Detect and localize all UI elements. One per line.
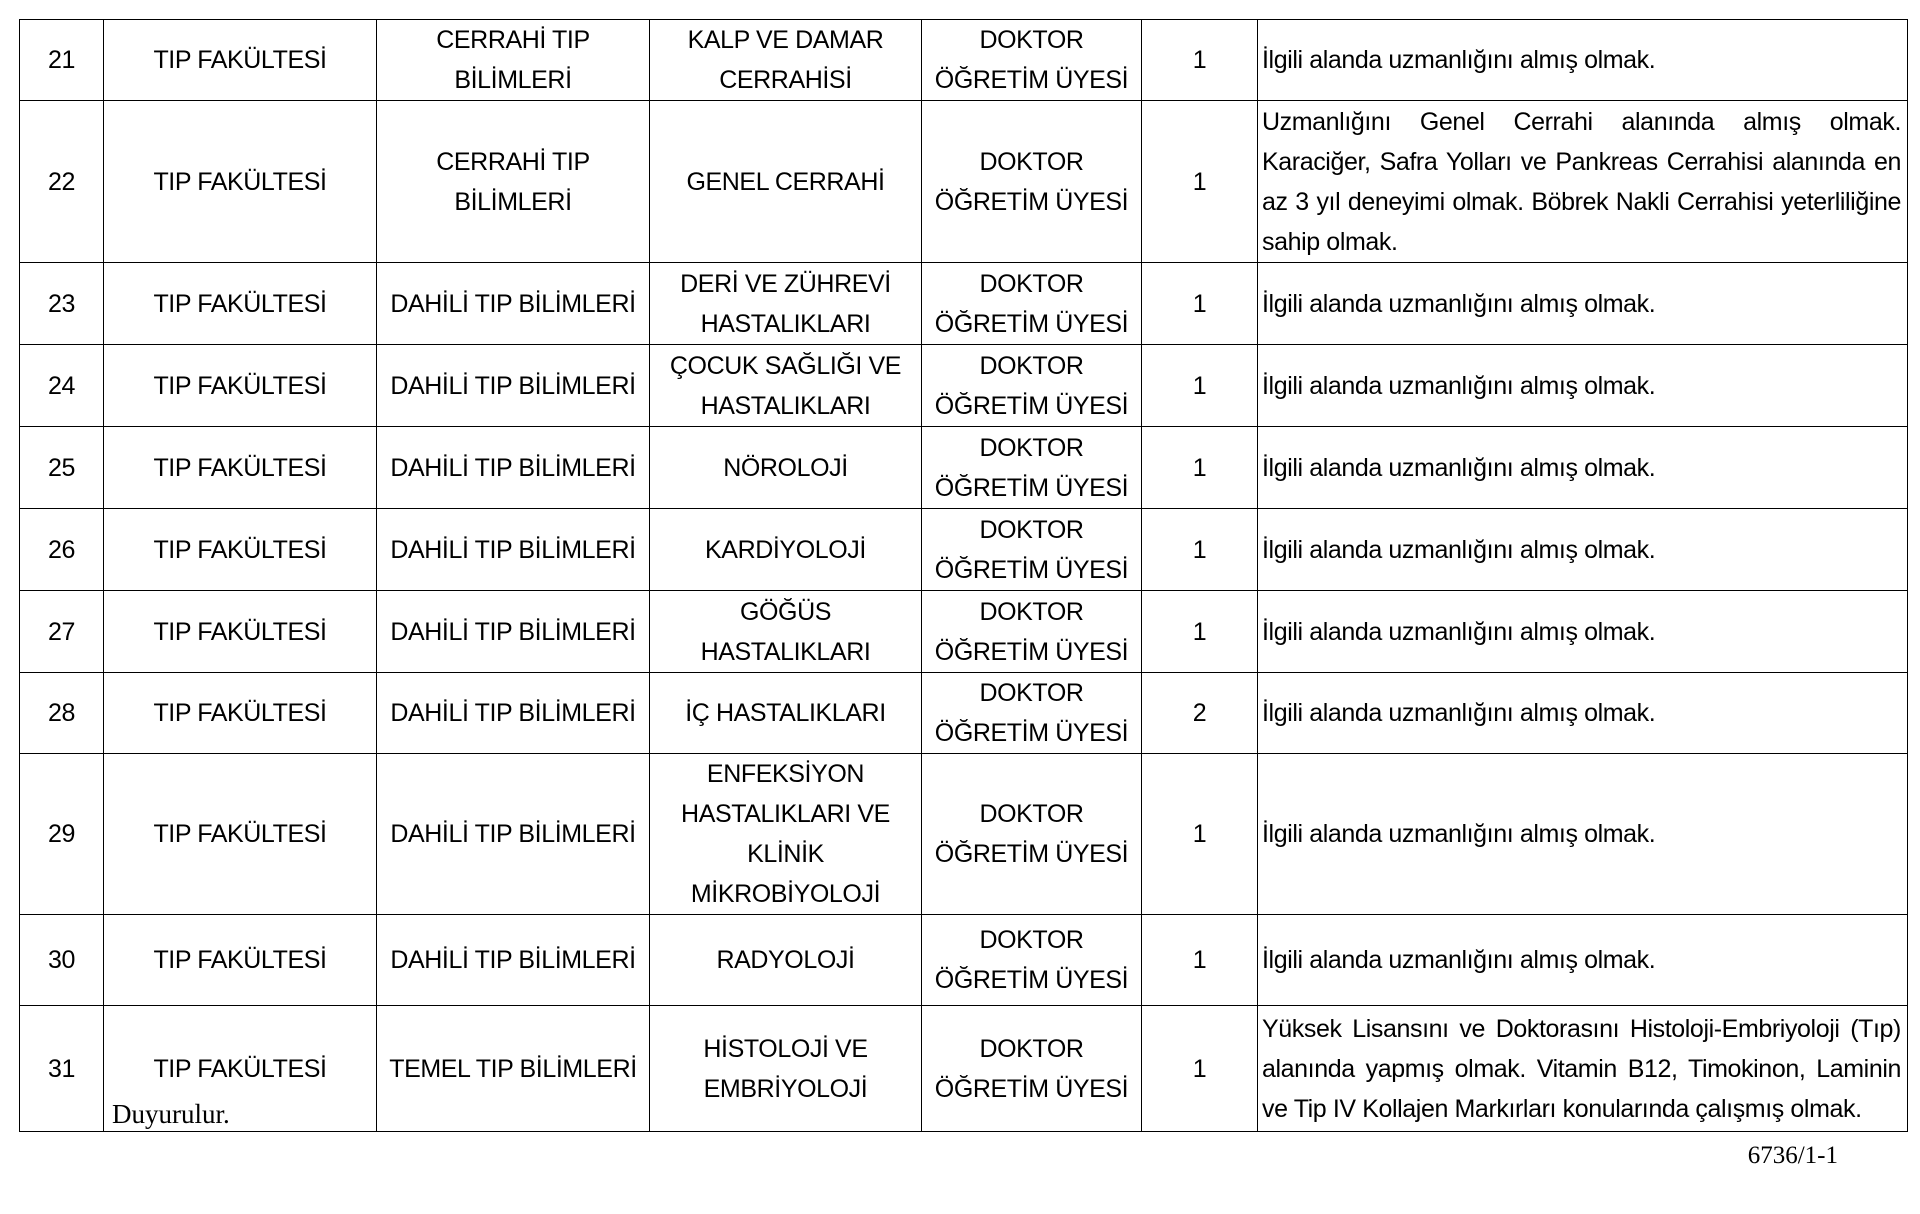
title-cell: DOKTOR ÖĞRETİM ÜYESİ <box>922 101 1142 263</box>
count-cell: 1 <box>1142 345 1258 427</box>
division-cell: DAHİLİ TIP BİLİMLERİ <box>377 673 650 754</box>
count-cell: 1 <box>1142 509 1258 591</box>
faculty-cell: TIP FAKÜLTESİ <box>104 509 377 591</box>
faculty-cell: TIP FAKÜLTESİ <box>104 345 377 427</box>
requirement-cell: İlgili alanda uzmanlığını almış olmak. <box>1258 345 1908 427</box>
row-number: 24 <box>20 345 104 427</box>
table-row <box>20 20 1908 101</box>
faculty-cell: TIP FAKÜLTESİ <box>104 915 377 1006</box>
row-number: 21 <box>20 20 104 101</box>
count-cell: 1 <box>1142 427 1258 509</box>
table-row <box>20 673 1908 754</box>
requirement-cell: İlgili alanda uzmanlığını almış olmak. <box>1258 427 1908 509</box>
faculty-cell: TIP FAKÜLTESİ <box>104 427 377 509</box>
department-cell: GÖĞÜS HASTALIKLARI <box>650 591 922 673</box>
faculty-cell: TIP FAKÜLTESİ <box>104 263 377 345</box>
faculty-cell: TIP FAKÜLTESİ <box>104 673 377 754</box>
division-cell: DAHİLİ TIP BİLİMLERİ <box>377 915 650 1006</box>
department-cell: HİSTOLOJİ VE EMBRİYOLOJİ <box>650 1006 922 1132</box>
row-number: 31 <box>20 1006 104 1132</box>
faculty-cell: TIP FAKÜLTESİ <box>104 1006 377 1132</box>
row-number: 27 <box>20 591 104 673</box>
table-row <box>20 345 1908 427</box>
requirement-cell: İlgili alanda uzmanlığını almış olmak. <box>1258 673 1908 754</box>
requirement-cell: İlgili alanda uzmanlığını almış olmak. <box>1258 754 1908 915</box>
faculty-cell: TIP FAKÜLTESİ <box>104 20 377 101</box>
document-code: 6736/1-1 <box>1747 1142 1838 1169</box>
department-cell: KARDİYOLOJİ <box>650 509 922 591</box>
title-cell: DOKTOR ÖĞRETİM ÜYESİ <box>922 754 1142 915</box>
department-cell: RADYOLOJİ <box>650 915 922 1006</box>
table-row <box>20 754 1908 915</box>
row-number: 22 <box>20 101 104 263</box>
department-cell: GENEL CERRAHİ <box>650 101 922 263</box>
division-cell: DAHİLİ TIP BİLİMLERİ <box>377 509 650 591</box>
count-cell: 1 <box>1142 591 1258 673</box>
title-cell: DOKTOR ÖĞRETİM ÜYESİ <box>922 673 1142 754</box>
title-cell: DOKTOR ÖĞRETİM ÜYESİ <box>922 509 1142 591</box>
faculty-cell: TIP FAKÜLTESİ <box>104 591 377 673</box>
title-cell: DOKTOR ÖĞRETİM ÜYESİ <box>922 263 1142 345</box>
title-cell: DOKTOR ÖĞRETİM ÜYESİ <box>922 1006 1142 1132</box>
row-number: 26 <box>20 509 104 591</box>
department-cell: İÇ HASTALIKLARI <box>650 673 922 754</box>
faculty-cell: TIP FAKÜLTESİ <box>104 101 377 263</box>
count-cell: 1 <box>1142 754 1258 915</box>
count-cell: 1 <box>1142 20 1258 101</box>
department-cell: NÖROLOJİ <box>650 427 922 509</box>
requirement-cell: Uzmanlığını Genel Cerrahi alanında almış olmak. Karaciğer, Safra Yolları ve Pankreas Cerrahisi alanında en az 3 yıl deneyimi olmak. Böbrek Nakli Cerrahisi yeterliliğine sahip olmak. <box>1258 101 1908 263</box>
positions-table <box>19 19 1908 1132</box>
row-number: 30 <box>20 915 104 1006</box>
table-row <box>20 915 1908 1006</box>
table-row <box>20 101 1908 263</box>
requirement-cell: İlgili alanda uzmanlığını almış olmak. <box>1258 915 1908 1006</box>
department-cell: KALP VE DAMAR CERRAHİSİ <box>650 20 922 101</box>
department-cell: ÇOCUK SAĞLIĞI VE HASTALIKLARI <box>650 345 922 427</box>
division-cell: DAHİLİ TIP BİLİMLERİ <box>377 263 650 345</box>
table-row <box>20 509 1908 591</box>
division-cell: CERRAHİ TIP BİLİMLERİ <box>377 20 650 101</box>
division-cell: DAHİLİ TIP BİLİMLERİ <box>377 345 650 427</box>
division-cell: CERRAHİ TIP BİLİMLERİ <box>377 101 650 263</box>
table-row <box>20 263 1908 345</box>
faculty-cell: TIP FAKÜLTESİ <box>104 754 377 915</box>
title-cell: DOKTOR ÖĞRETİM ÜYESİ <box>922 591 1142 673</box>
row-number: 25 <box>20 427 104 509</box>
row-number: 23 <box>20 263 104 345</box>
requirement-cell: Yüksek Lisansını ve Doktorasını Histoloji-Embriyoloji (Tıp) alanında yapmış olmak. Vitamin B12, Timokinon, Laminin ve Tip IV Kollajen Markırları konularında çalışmış olmak. <box>1258 1006 1908 1132</box>
department-cell: ENFEKSİYON HASTALIKLARI VE KLİNİK MİKROBİYOLOJİ <box>650 754 922 915</box>
requirement-cell: İlgili alanda uzmanlığını almış olmak. <box>1258 509 1908 591</box>
row-number: 29 <box>20 754 104 915</box>
announcement-note: Duyurulur. <box>112 1099 230 1129</box>
department-cell: DERİ VE ZÜHREVİ HASTALIKLARI <box>650 263 922 345</box>
division-cell: DAHİLİ TIP BİLİMLERİ <box>377 754 650 915</box>
table-row <box>20 591 1908 673</box>
title-cell: DOKTOR ÖĞRETİM ÜYESİ <box>922 915 1142 1006</box>
count-cell: 1 <box>1142 1006 1258 1132</box>
row-number: 28 <box>20 673 104 754</box>
division-cell: DAHİLİ TIP BİLİMLERİ <box>377 427 650 509</box>
title-cell: DOKTOR ÖĞRETİM ÜYESİ <box>922 345 1142 427</box>
table-row <box>20 427 1908 509</box>
division-cell: DAHİLİ TIP BİLİMLERİ <box>377 591 650 673</box>
count-cell: 1 <box>1142 915 1258 1006</box>
requirement-cell: İlgili alanda uzmanlığını almış olmak. <box>1258 263 1908 345</box>
title-cell: DOKTOR ÖĞRETİM ÜYESİ <box>922 20 1142 101</box>
division-cell: TEMEL TIP BİLİMLERİ <box>377 1006 650 1132</box>
table-row <box>20 1006 1908 1132</box>
count-cell: 2 <box>1142 673 1258 754</box>
count-cell: 1 <box>1142 263 1258 345</box>
requirement-cell: İlgili alanda uzmanlığını almış olmak. <box>1258 20 1908 101</box>
title-cell: DOKTOR ÖĞRETİM ÜYESİ <box>922 427 1142 509</box>
count-cell: 1 <box>1142 101 1258 263</box>
requirement-cell: İlgili alanda uzmanlığını almış olmak. <box>1258 591 1908 673</box>
